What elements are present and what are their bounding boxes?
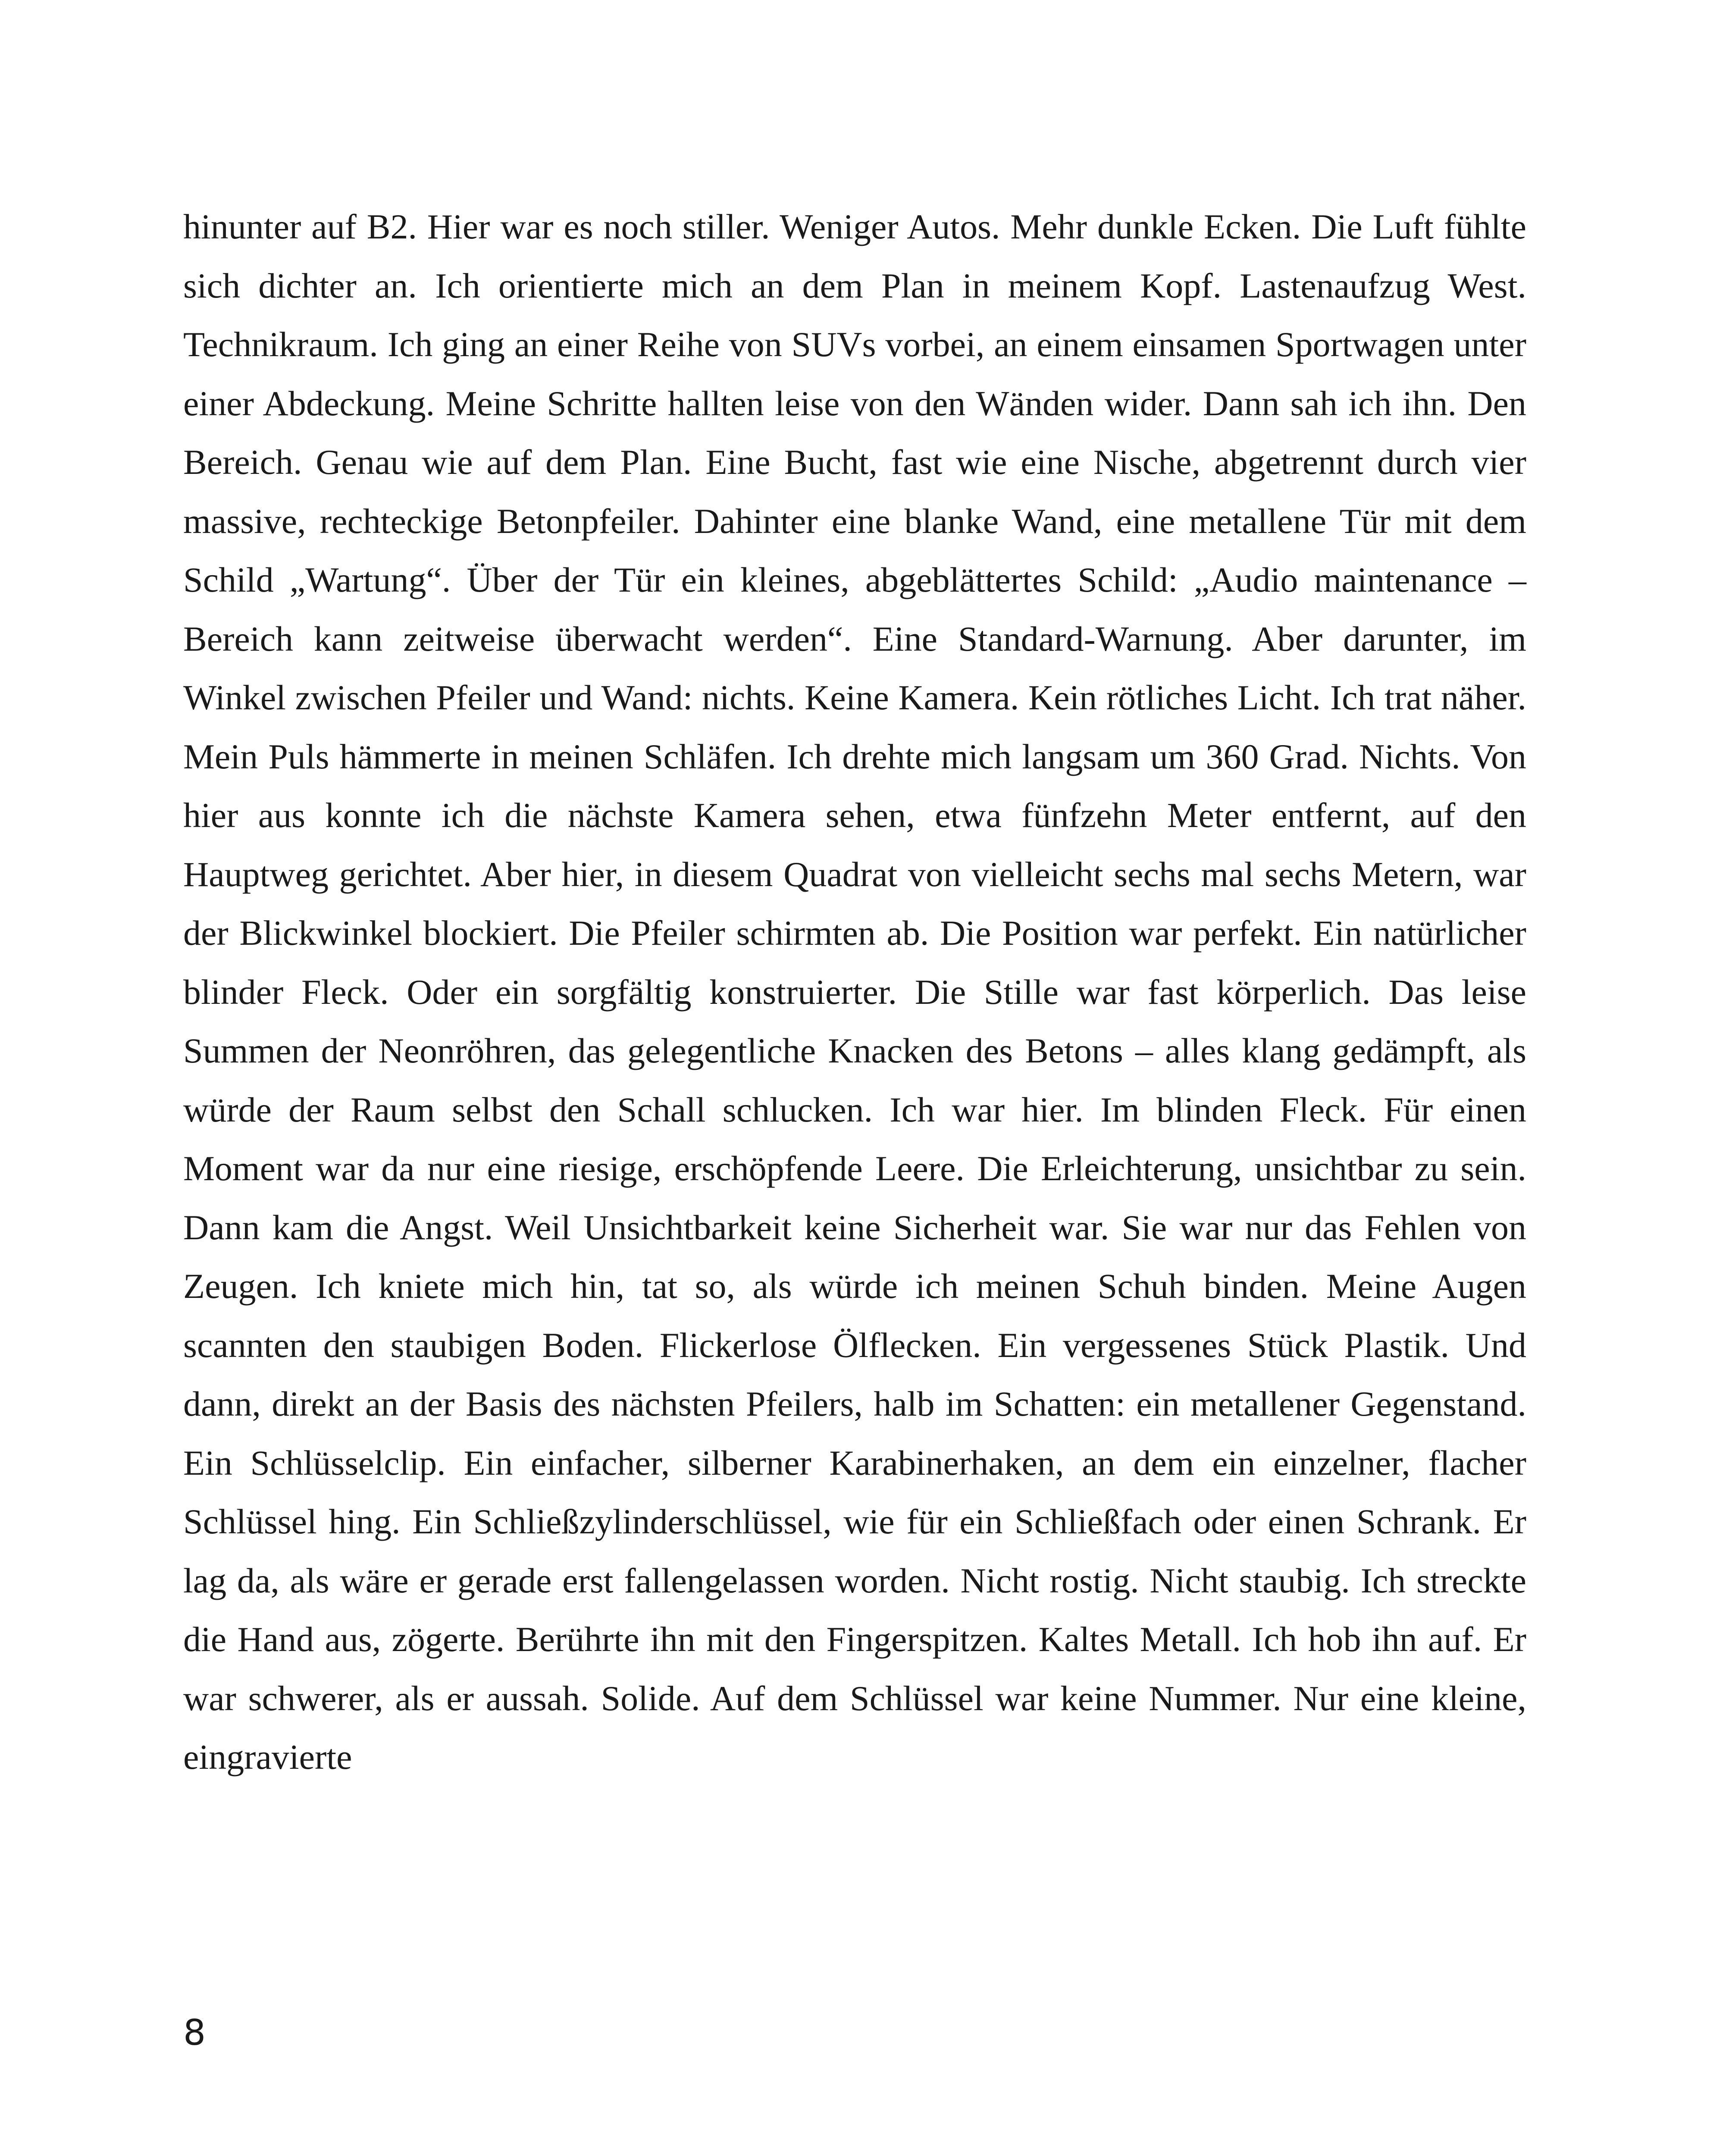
body-paragraph: hinunter auf B2. Hier war es noch stiller. Weniger Autos. Mehr dunkle Ecken. Die Luft fühlte sich dichter an. Ich orientierte mich an dem Plan in meinem Kopf. Lastenaufzug West. Technikraum. Ich ging an einer Reihe von SUVs vorbei, an einem einsamen Sportwagen unter einer Abdeckung. Meine Schritte hallten leise von den Wänden wider. Dann sah ich ihn. Den Bereich. Genau wie auf dem Plan. Eine Bucht, fast wie eine Nische, abgetrennt durch vier massive, rechteckige Betonpfeiler. Dahinter eine blanke Wand, eine metallene Tür mit dem Schild „Wartung“. Über der Tür ein kleines, abgeblättertes Schild: „Audio maintenance – Bereich kann zeitweise überwacht werden“. Eine Standard-Warnung. Aber darunter, im Winkel zwischen Pfeiler und Wand: nichts. Keine Kamera. Kein rötliches Licht. Ich trat näher. Mein Puls hämmerte in meinen Schläfen. Ich drehte mich langsam um 360 Grad. Nichts. Von hier aus konnte ich die nächste Kamera sehen, etwa fünfzehn Meter entfernt, auf den Hauptweg gerichtet. Aber hier, in diesem Quadrat von vielleicht sechs mal sechs Metern, war der Blickwinkel blockiert. Die Pfeiler schirmten ab. Die Position war perfekt. Ein natürlicher blinder Fleck. Oder ein sorgfältig konstruierter. Die Stille war fast körperlich. Das leise Summen der Neonröhren, das gelegentliche Knacken des Betons – alles klang gedämpft, als würde der Raum selbst den Schall schlucken. Ich war hier. Im blinden Fleck. Für einen Moment war da nur eine riesige, erschöpfende Leere. Die Erleichterung, unsichtbar zu sein. Dann kam die Angst. Weil Unsichtbarkeit keine Sicherheit war. Sie war nur das Fehlen von Zeugen. Ich kniete mich hin, tat so, als würde ich meinen Schuh binden. Meine Augen scannten den staubigen Boden. Flickerlose Ölflecken. Ein vergessenes Stück Plastik. Und dann, direkt an der Basis des nächsten Pfeilers, halb im Schatten: ein metallener Gegenstand. Ein Schlüsselclip. Ein einfacher, silberner Karabinerhaken, an dem ein einzelner, flacher Schlüssel hing. Ein Schließzylinderschlüssel, wie für ein Schließfach oder einen Schrank. Er lag da, als wäre er gerade erst fallengelassen worden. Nicht rostig. Nicht staubig. Ich streckte die Hand aus, zögerte. Berührte ihn mit den Fingerspitzen. Kaltes Metall. Ich hob ihn auf. Er war schwerer, als er aussah. Solide. Auf dem Schlüssel war keine Nummer. Nur eine kleine, eingravierte — [183, 207, 1526, 1777]
page-number: 8 — [183, 2012, 206, 2053]
